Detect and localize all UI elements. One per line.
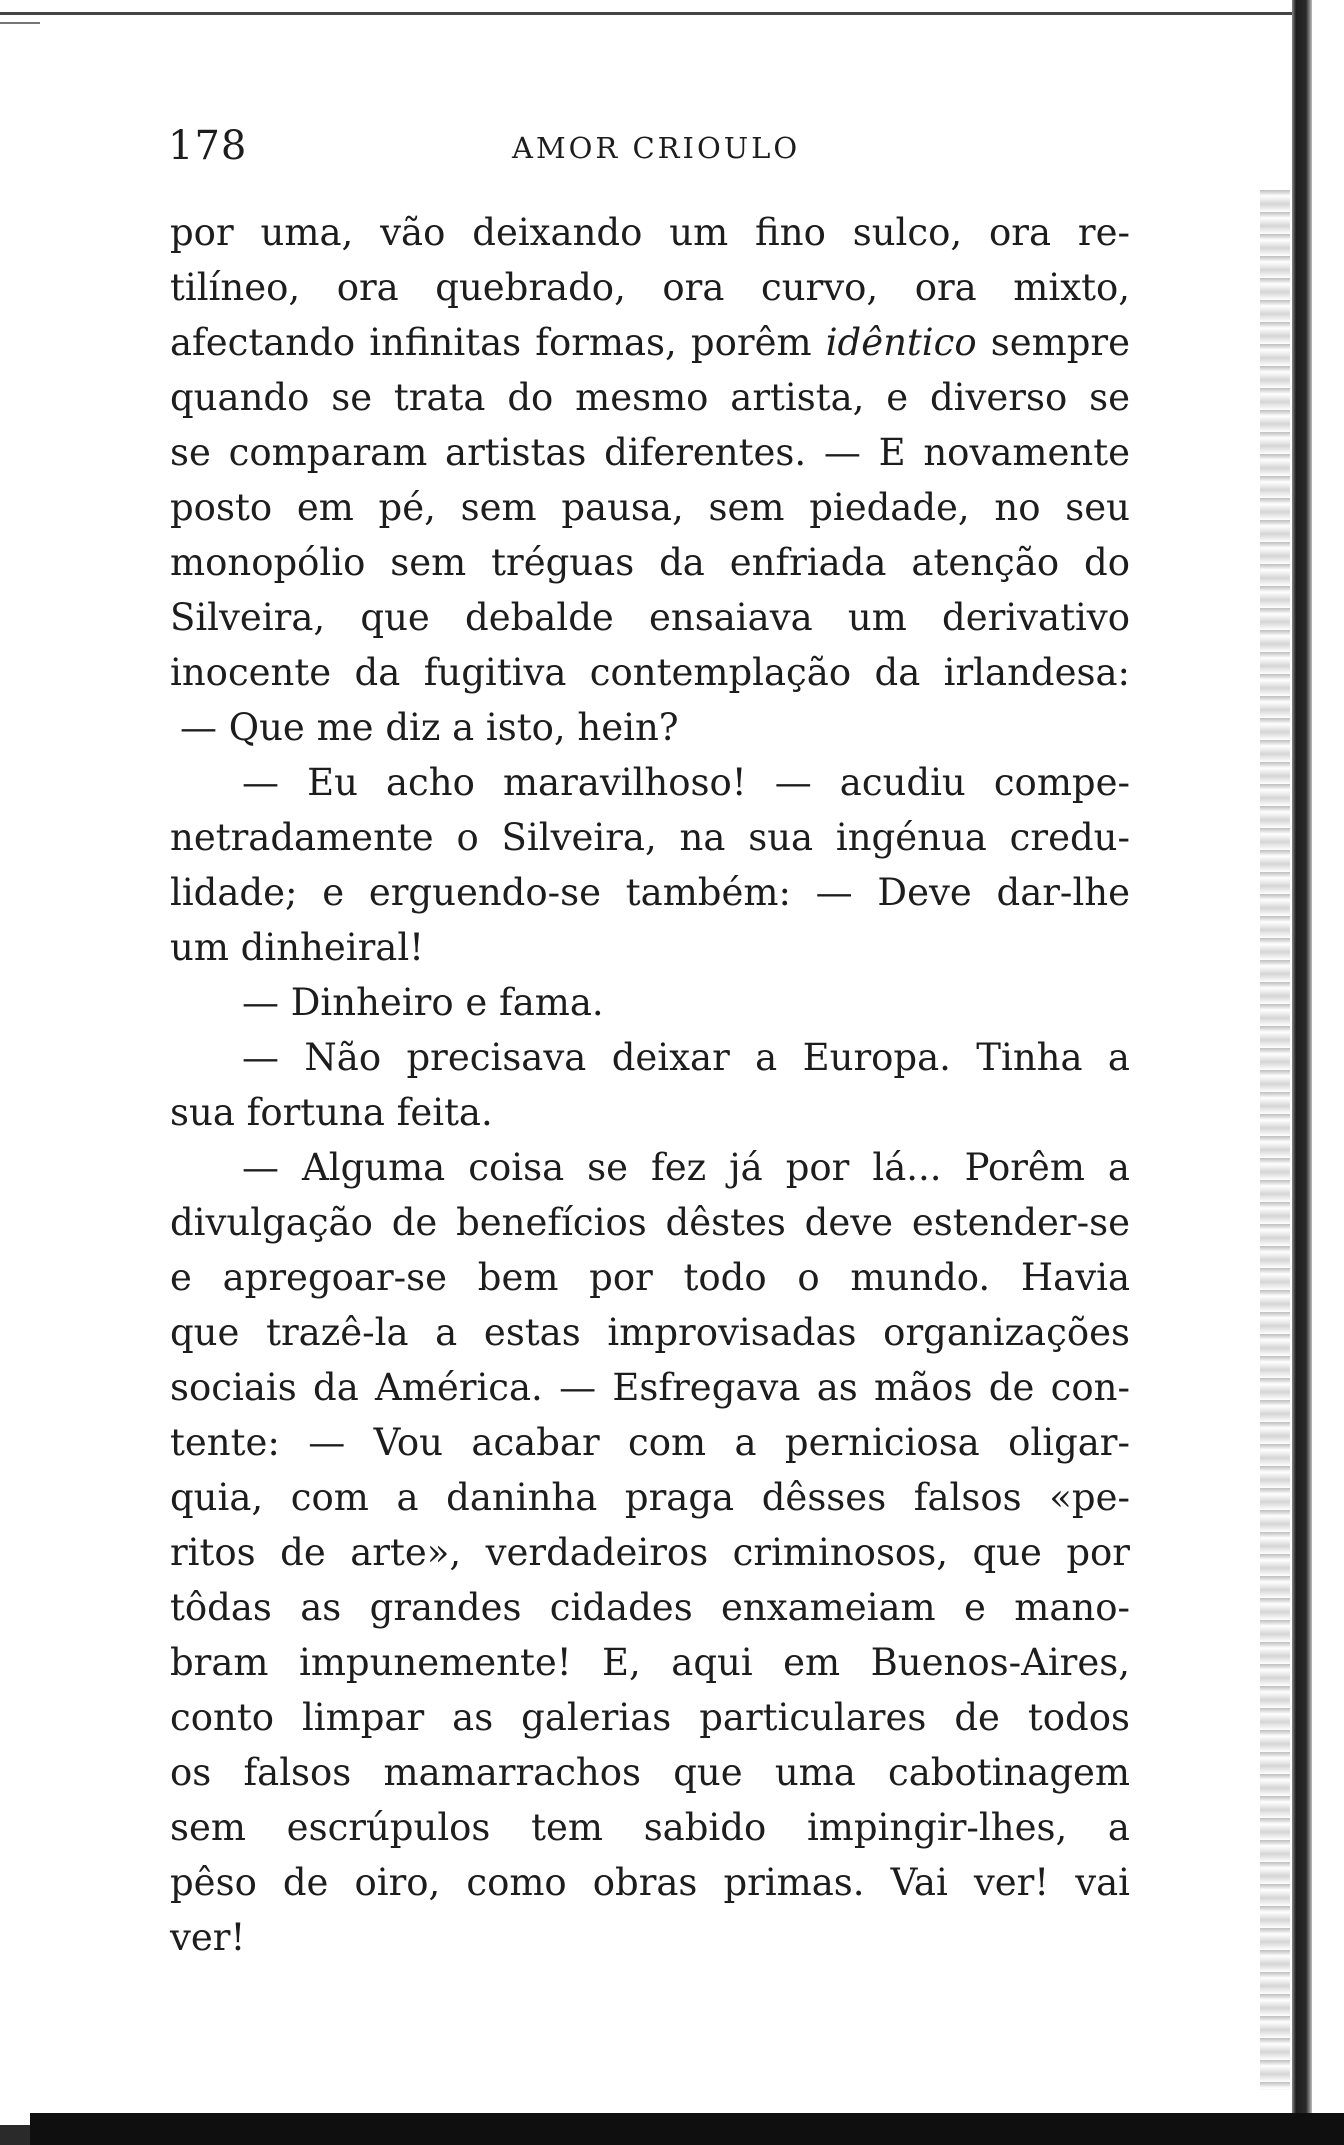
text-line: posto em pé, sem pausa, sem piedade, no seu (170, 486, 1130, 529)
text-line: os falsos mamarrachos que uma cabotinagem (170, 1751, 1130, 1794)
text-line: quando se trata do mesmo artista, e diverso se (170, 376, 1130, 419)
text-segment: afectando infinitas formas, porêm (170, 321, 826, 364)
text-line: ritos de arte», verdadeiros criminosos, que por (170, 1531, 1130, 1574)
text-line: por uma, vão deixando um fino sulco, ora re- (170, 211, 1130, 254)
text-line: lidade; e erguendo-se também: — Deve dar-lhe (170, 871, 1130, 914)
scan-top-left-mark (0, 22, 40, 24)
running-head (168, 118, 1178, 178)
text-line: ver! (170, 1916, 246, 1959)
text-line: bram impunemente! E, aqui em Buenos-Aires, (170, 1641, 1130, 1684)
body-text (170, 205, 1130, 1965)
scan-top-rule (0, 12, 1310, 15)
page-number: 178 (168, 123, 248, 169)
text-line: — Não precisava deixar a Europa. Tinha a (242, 1036, 1130, 1079)
text-line: tôdas as grandes cidades enxameiam e mano- (170, 1586, 1130, 1629)
text-line: — Eu acho maravilhoso! — acudiu compe- (242, 761, 1130, 804)
text-line: Silveira, que debalde ensaiava um derivativo (170, 596, 1130, 639)
text-line: que trazê-la a estas improvisadas organizações (170, 1311, 1130, 1354)
text-line: tente: — Vou acabar com a perniciosa oligar- (170, 1421, 1130, 1464)
book-title: AMOR CRIOULO (512, 131, 801, 165)
text-line: sua fortuna feita. (170, 1091, 493, 1134)
scan-right-edge (1292, 0, 1312, 2145)
text-line: pêso de oiro, como obras primas. Vai ver! vai (170, 1861, 1130, 1904)
text-line: conto limpar as galerias particulares de todos (170, 1696, 1130, 1739)
text-line: — Dinheiro e fama. (242, 981, 604, 1024)
text-line: sociais da América. — Esfregava as mãos de con- (170, 1366, 1130, 1409)
text-line (170, 315, 1130, 370)
text-line: e apregoar-se bem por todo o mundo. Havia (170, 1256, 1130, 1299)
text-line: — Que me diz a isto, hein? (180, 706, 679, 749)
text-line: netradamente o Silveira, na sua ingénua credu- (170, 816, 1130, 859)
scan-bottom-left-mark (0, 2125, 30, 2145)
text-line: divulgação de benefícios dêstes deve estender-se (170, 1201, 1130, 1244)
scan-bottom-bar (30, 2113, 1344, 2145)
text-line: quia, com a daninha praga dêsses falsos «pe- (170, 1476, 1130, 1519)
scan-right-shadow (1260, 190, 1290, 2090)
text-line: — Alguma coisa se fez já por lá... Porêm a (242, 1146, 1130, 1189)
text-line: monopólio sem tréguas da enfriada atenção do (170, 541, 1130, 584)
text-line: sem escrúpulos tem sabido impingir-lhes, a (170, 1806, 1130, 1849)
text-line: um dinheiral! (170, 926, 425, 969)
text-line: tilíneo, ora quebrado, ora curvo, ora mixto, (170, 266, 1130, 309)
text-line: se comparam artistas diferentes. — E novamente (170, 431, 1130, 474)
text-line: inocente da fugitiva contemplação da irlandesa: (170, 651, 1130, 694)
italic-word: idêntico (825, 321, 977, 364)
text-segment: sempre (976, 321, 1130, 364)
